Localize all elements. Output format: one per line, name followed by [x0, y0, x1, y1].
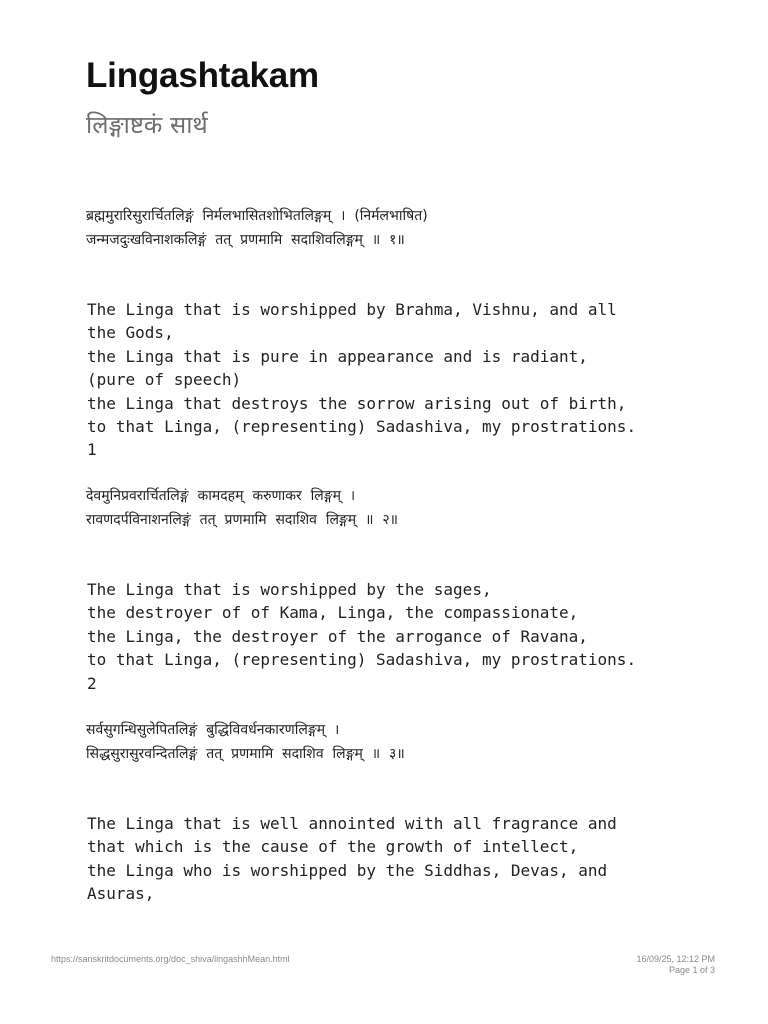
english-line: to that Linga, (representing) Sadashiva, my prostrations.	[87, 417, 637, 437]
english-translation-1	[87, 298, 636, 462]
english-line: the Linga that destroys the sorrow arising out of birth,	[87, 393, 627, 413]
english-line: The Linga that is worshipped by Brahma, Vishnu, and all	[87, 300, 617, 319]
english-line: the Linga that is pure in appearance and is radiant,	[87, 346, 588, 366]
footer-timestamp: 16/09/25, 12:12 PM	[636, 954, 715, 964]
english-line: The Linga that is worshipped by the sages,	[87, 580, 492, 599]
english-line: 2	[87, 673, 97, 693]
sanskrit-line: देवमुनिप्रवरार्चितलिङ्गं कामदहम् करुणाकर लिङ्गम् ।	[86, 488, 356, 504]
english-line: the Linga who is worshipped by the Siddhas, Devas, and	[87, 860, 608, 880]
english-line: that which is the cause of the growth of intellect,	[87, 837, 579, 857]
english-translation-2	[87, 578, 636, 695]
sanskrit-line: सर्वसुगन्धिसुलेपितलिङ्गं बुद्धिविवर्धनकारणलिङ्गम् ।	[86, 722, 340, 738]
sanskrit-line: सिद्धसुरासुरवन्दितलिङ्गं तत् प्रणमामि सदाशिव लिङ्गम् ॥ ३॥	[86, 746, 405, 762]
footer-url: https://sanskritdocuments.org/doc_shiva/lingashhMean.html	[51, 954, 290, 964]
english-translation-3	[87, 812, 617, 906]
sanskrit-line: जन्मजदुःखविनाशकलिङ्गं तत् प्रणमामि सदाशिवलिङ्गम् ॥ १॥	[86, 232, 405, 248]
english-line: the Linga, the destroyer of the arrogance of Ravana,	[87, 626, 588, 646]
sanskrit-verse-1	[86, 204, 428, 252]
sanskrit-verse-2	[86, 484, 398, 532]
footer-page-number: Page 1 of 3	[668, 965, 715, 975]
sanskrit-verse-3	[86, 718, 405, 766]
sanskrit-line: ब्रह्ममुरारिसुरार्चितलिङ्गं निर्मलभासितशोभितलिङ्गम् । (निर्मलभाषित)	[86, 208, 428, 224]
page-subtitle: लिङ्गाष्टकं सार्थ	[86, 111, 208, 139]
english-line: The Linga that is well annointed with all fragrance and	[87, 814, 617, 833]
english-line: 1	[87, 440, 97, 460]
english-line: Asuras,	[87, 884, 155, 904]
sanskrit-line: रावणदर्पविनाशनलिङ्गं तत् प्रणमामि सदाशिव लिङ्गम् ॥ २॥	[86, 512, 399, 528]
english-line: the destroyer of of Kama, Linga, the compassionate,	[87, 603, 579, 623]
english-line: the Gods,	[87, 323, 174, 343]
english-line: to that Linga, (representing) Sadashiva, my prostrations.	[87, 650, 637, 670]
page-title: Lingashtakam	[86, 56, 319, 95]
english-line: (pure of speech)	[87, 370, 242, 390]
